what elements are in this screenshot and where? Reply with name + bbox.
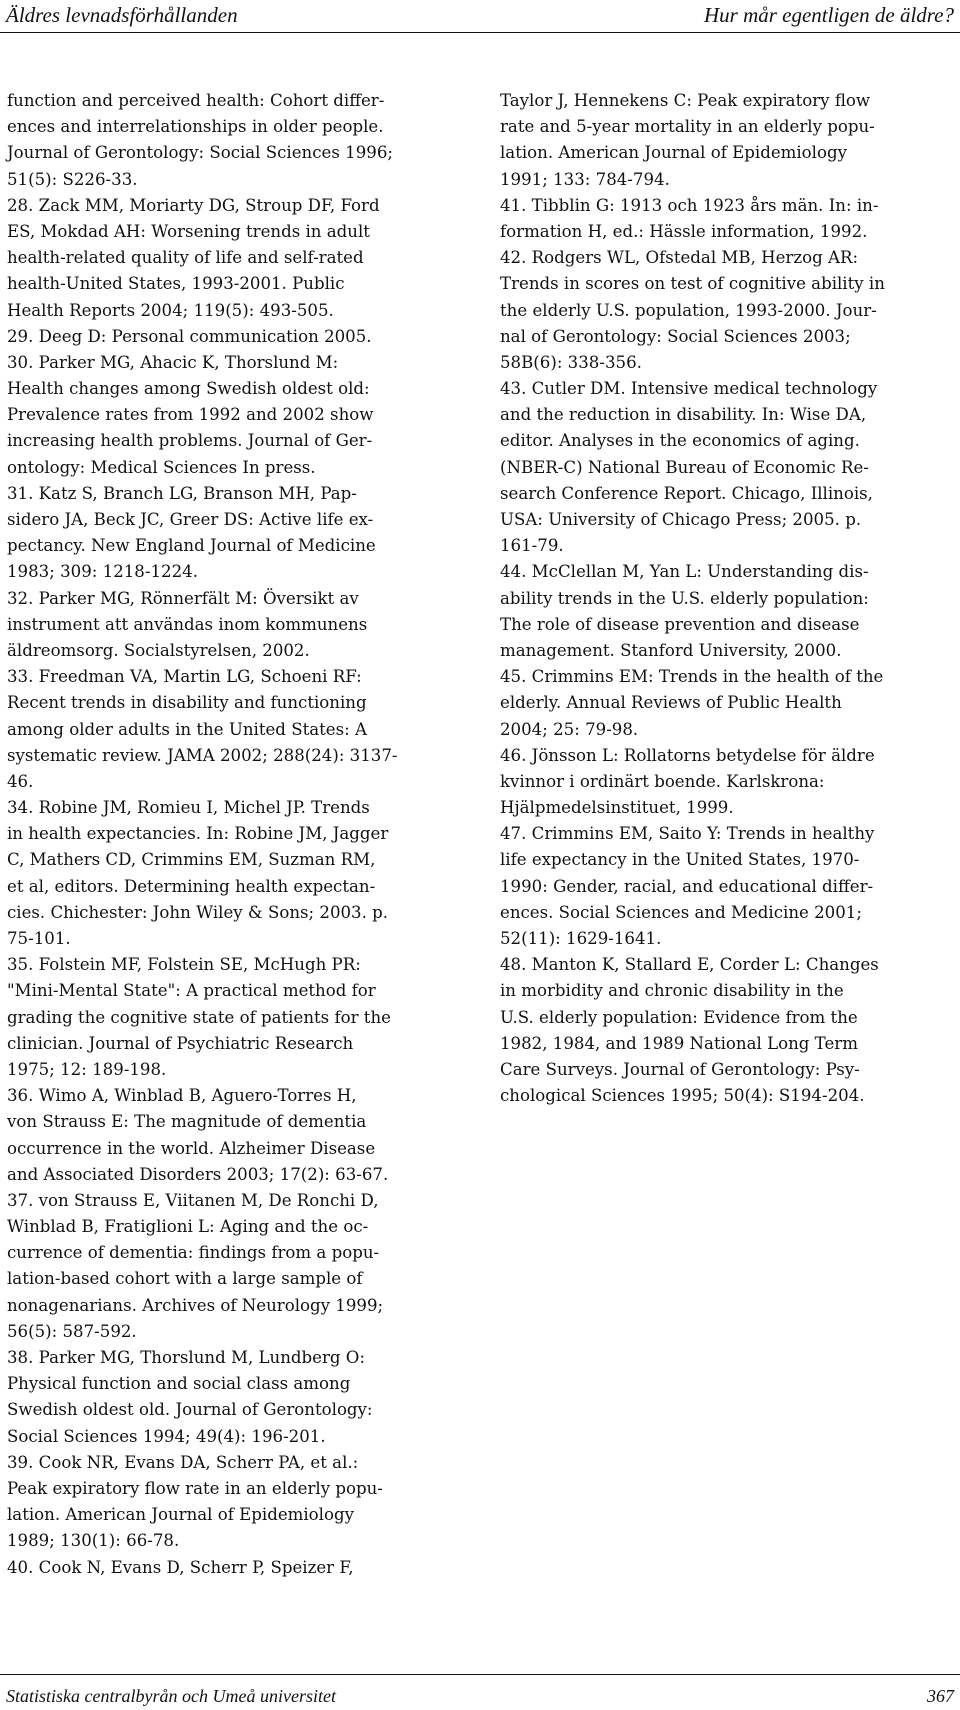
reference-line: ontology: Medical Sciences In press.	[7, 457, 316, 477]
reference-line: The role of disease prevention and disease	[500, 614, 860, 634]
reference-line: Health Reports 2004; 119(5): 493-505.	[7, 300, 334, 320]
reference-line: in health expectancies. In: Robine JM, Jagger	[7, 824, 389, 844]
reference-line: 41. Tibblin G: 1913 och 1923 års män. In: in-	[500, 195, 879, 215]
reference-line: and Associated Disorders 2003; 17(2): 63-67.	[7, 1164, 389, 1184]
running-title-left: Äldres levnadsförhållanden	[6, 3, 238, 27]
reference-line: Winblad B, Fratiglioni L: Aging and the oc-	[7, 1217, 369, 1237]
reference-line: function and perceived health: Cohort differ-	[7, 91, 385, 110]
reference-line: Peak expiratory flow rate in an elderly popu-	[7, 1478, 383, 1498]
reference-line: 38. Parker MG, Thorslund M, Lundberg O:	[7, 1348, 365, 1367]
reference-line: search Conference Report. Chicago, Illinois,	[500, 483, 873, 503]
reference-line: äldreomsorg. Socialstyrelsen, 2002.	[7, 640, 310, 660]
reference-line: 43. Cutler DM. Intensive medical technology	[500, 379, 878, 399]
reference-line: 29. Deeg D: Personal communication 2005.	[7, 326, 372, 346]
reference-line: occurrence in the world. Alzheimer Disease	[7, 1138, 376, 1158]
reference-line: 1983; 309: 1218-1224.	[7, 562, 198, 582]
running-title-right: Hur mår egentligen de äldre?	[703, 3, 954, 27]
reference-line: 56(5): 587-592.	[7, 1321, 137, 1341]
reference-line: 45. Crimmins EM: Trends in the health of the	[500, 667, 884, 687]
reference-line: 30. Parker MG, Ahacic K, Thorslund M:	[7, 352, 339, 372]
reference-line: 75-101.	[7, 929, 71, 948]
footer-publisher: Statistiska centralbyrån och Umeå universitet	[6, 1686, 336, 1706]
reference-line: 1975; 12: 189-198.	[7, 1059, 167, 1079]
reference-line: 39. Cook NR, Evans DA, Scherr PA, et al.:	[7, 1452, 359, 1472]
reference-line: health-related quality of life and self-rated	[7, 248, 364, 268]
reference-line: Health changes among Swedish oldest old:	[7, 379, 370, 399]
reference-line: 37. von Strauss E, Viitanen M, De Ronchi D,	[7, 1190, 379, 1210]
reference-line: chological Sciences 1995; 50(4): S194-204.	[500, 1086, 865, 1106]
reference-line: management. Stanford University, 2000.	[500, 640, 842, 660]
reference-line: in morbidity and chronic disability in the	[500, 981, 844, 1001]
reference-line: Social Sciences 1994; 49(4): 196-201.	[7, 1426, 326, 1446]
reference-line: 31. Katz S, Branch LG, Branson MH, Pap-	[7, 483, 357, 503]
reference-line: ability trends in the U.S. elderly population:	[500, 588, 869, 608]
reference-line: 52(11): 1629-1641.	[500, 929, 662, 948]
reference-line: 44. McClellan M, Yan L: Understanding dis-	[500, 562, 869, 582]
reference-line: cies. Chichester: John Wiley & Sons; 2003. p.	[7, 902, 389, 922]
reference-line: 40. Cook N, Evans D, Scherr P, Speizer F,	[7, 1557, 354, 1577]
reference-line: currence of dementia: findings from a popu-	[7, 1243, 380, 1263]
reference-line: 48. Manton K, Stallard E, Corder L: Changes	[500, 955, 879, 975]
reference-line: et al, editors. Determining health expectan-	[7, 876, 376, 896]
reference-line: formation H, ed.: Hässle information, 1992.	[500, 221, 868, 241]
reference-line: life expectancy in the United States, 1970-	[500, 850, 860, 870]
reference-line: 33. Freedman VA, Martin LG, Schoeni RF:	[7, 667, 362, 687]
reference-line: increasing health problems. Journal of Ger-	[7, 431, 373, 451]
reference-line: editor. Analyses in the economics of aging.	[500, 431, 860, 451]
reference-line: Taylor J, Hennekens C: Peak expiratory flow	[500, 91, 871, 110]
reference-line: "Mini-Mental State": A practical method for	[7, 981, 376, 1001]
reference-line: grading the cognitive state of patients for the	[7, 1007, 391, 1027]
reference-line: instrument att användas inom kommunens	[7, 614, 368, 634]
reference-line: 51(5): S226-33.	[7, 169, 138, 189]
reference-line: clinician. Journal of Psychiatric Research	[7, 1033, 354, 1053]
reference-line: ES, Mokdad AH: Worsening trends in adult	[7, 221, 370, 241]
reference-line: 2004; 25: 79-98.	[500, 719, 639, 739]
reference-line: 35. Folstein MF, Folstein SE, McHugh PR:	[7, 955, 361, 975]
reference-line: Care Surveys. Journal of Gerontology: Psy-	[500, 1059, 860, 1079]
reference-line: nal of Gerontology: Social Sciences 2003;	[500, 326, 851, 346]
header-rule	[0, 32, 960, 33]
reference-line: kvinnor i ordinärt boende. Karlskrona:	[500, 771, 825, 791]
reference-line: rate and 5-year mortality in an elderly popu-	[500, 117, 875, 137]
page-number: 367	[927, 1686, 954, 1706]
footer-rule	[0, 1674, 960, 1675]
reference-line: Journal of Gerontology: Social Sciences 1996;	[7, 143, 393, 163]
reference-line: (NBER-C) National Bureau of Economic Re-	[500, 457, 869, 477]
reference-line: 28. Zack MM, Moriarty DG, Stroup DF, Ford	[7, 195, 380, 215]
reference-line: Prevalence rates from 1992 and 2002 show	[7, 405, 374, 425]
reference-line: lation. American Journal of Epidemiology	[500, 143, 847, 163]
reference-line: C, Mathers CD, Crimmins EM, Suzman RM,	[7, 850, 376, 870]
reference-line: 1991; 133: 784-794.	[500, 169, 670, 189]
reference-line: U.S. elderly population: Evidence from the	[500, 1007, 858, 1027]
reference-line: and the reduction in disability. In: Wise DA,	[500, 405, 867, 425]
reference-line: the elderly U.S. population, 1993-2000. Jour-	[500, 300, 877, 320]
reference-line: elderly. Annual Reviews of Public Health	[500, 693, 842, 713]
reference-line: Trends in scores on test of cognitive ability in	[500, 274, 885, 294]
reference-line: lation. American Journal of Epidemiology	[7, 1505, 354, 1525]
reference-line: lation-based cohort with a large sample of	[7, 1269, 363, 1289]
reference-line: 58B(6): 338-356.	[500, 352, 642, 372]
reference-line: Swedish oldest old. Journal of Gerontology:	[7, 1400, 373, 1420]
reference-line: Hjälpmedelsinstituet, 1999.	[500, 798, 734, 818]
reference-line: 1990: Gender, racial, and educational differ-	[500, 876, 874, 896]
reference-line: 36. Wimo A, Winblad B, Aguero-Torres H,	[7, 1086, 357, 1106]
reference-line: ences and interrelationships in older people.	[7, 117, 384, 137]
reference-line: among older adults in the United States: A	[7, 719, 367, 739]
reference-line: Physical function and social class among	[7, 1374, 351, 1394]
reference-line: Recent trends in disability and functioning	[7, 693, 367, 713]
reference-line: pectancy. New England Journal of Medicine	[7, 536, 376, 556]
reference-line: USA: University of Chicago Press; 2005. p.	[500, 510, 862, 529]
reference-line: 34. Robine JM, Romieu I, Michel JP. Trends	[7, 798, 370, 818]
reference-line: sidero JA, Beck JC, Greer DS: Active life ex-	[7, 510, 374, 529]
reference-line: 32. Parker MG, Rönnerfält M: Översikt av	[7, 588, 359, 608]
reference-column-right	[500, 88, 955, 1109]
reference-line: ences. Social Sciences and Medicine 2001;	[500, 902, 862, 922]
reference-line: 161-79.	[500, 536, 564, 556]
reference-column-left	[7, 88, 447, 1581]
reference-line: systematic review. JAMA 2002; 288(24): 3137-	[7, 745, 398, 765]
reference-line: nonagenarians. Archives of Neurology 1999;	[7, 1295, 384, 1315]
reference-line: 42. Rodgers WL, Ofstedal MB, Herzog AR:	[500, 248, 859, 268]
reference-line: 46.	[7, 771, 34, 791]
reference-line: 46. Jönsson L: Rollatorns betydelse för äldre	[500, 745, 875, 765]
reference-line: 1982, 1984, and 1989 National Long Term	[500, 1033, 858, 1053]
reference-line: 1989; 130(1): 66-78.	[7, 1531, 180, 1551]
page-header	[0, 0, 960, 32]
reference-line: von Strauss E: The magnitude of dementia	[7, 1112, 367, 1132]
reference-line: 47. Crimmins EM, Saito Y: Trends in healthy	[500, 824, 875, 844]
reference-line: health-United States, 1993-2001. Public	[7, 274, 345, 294]
